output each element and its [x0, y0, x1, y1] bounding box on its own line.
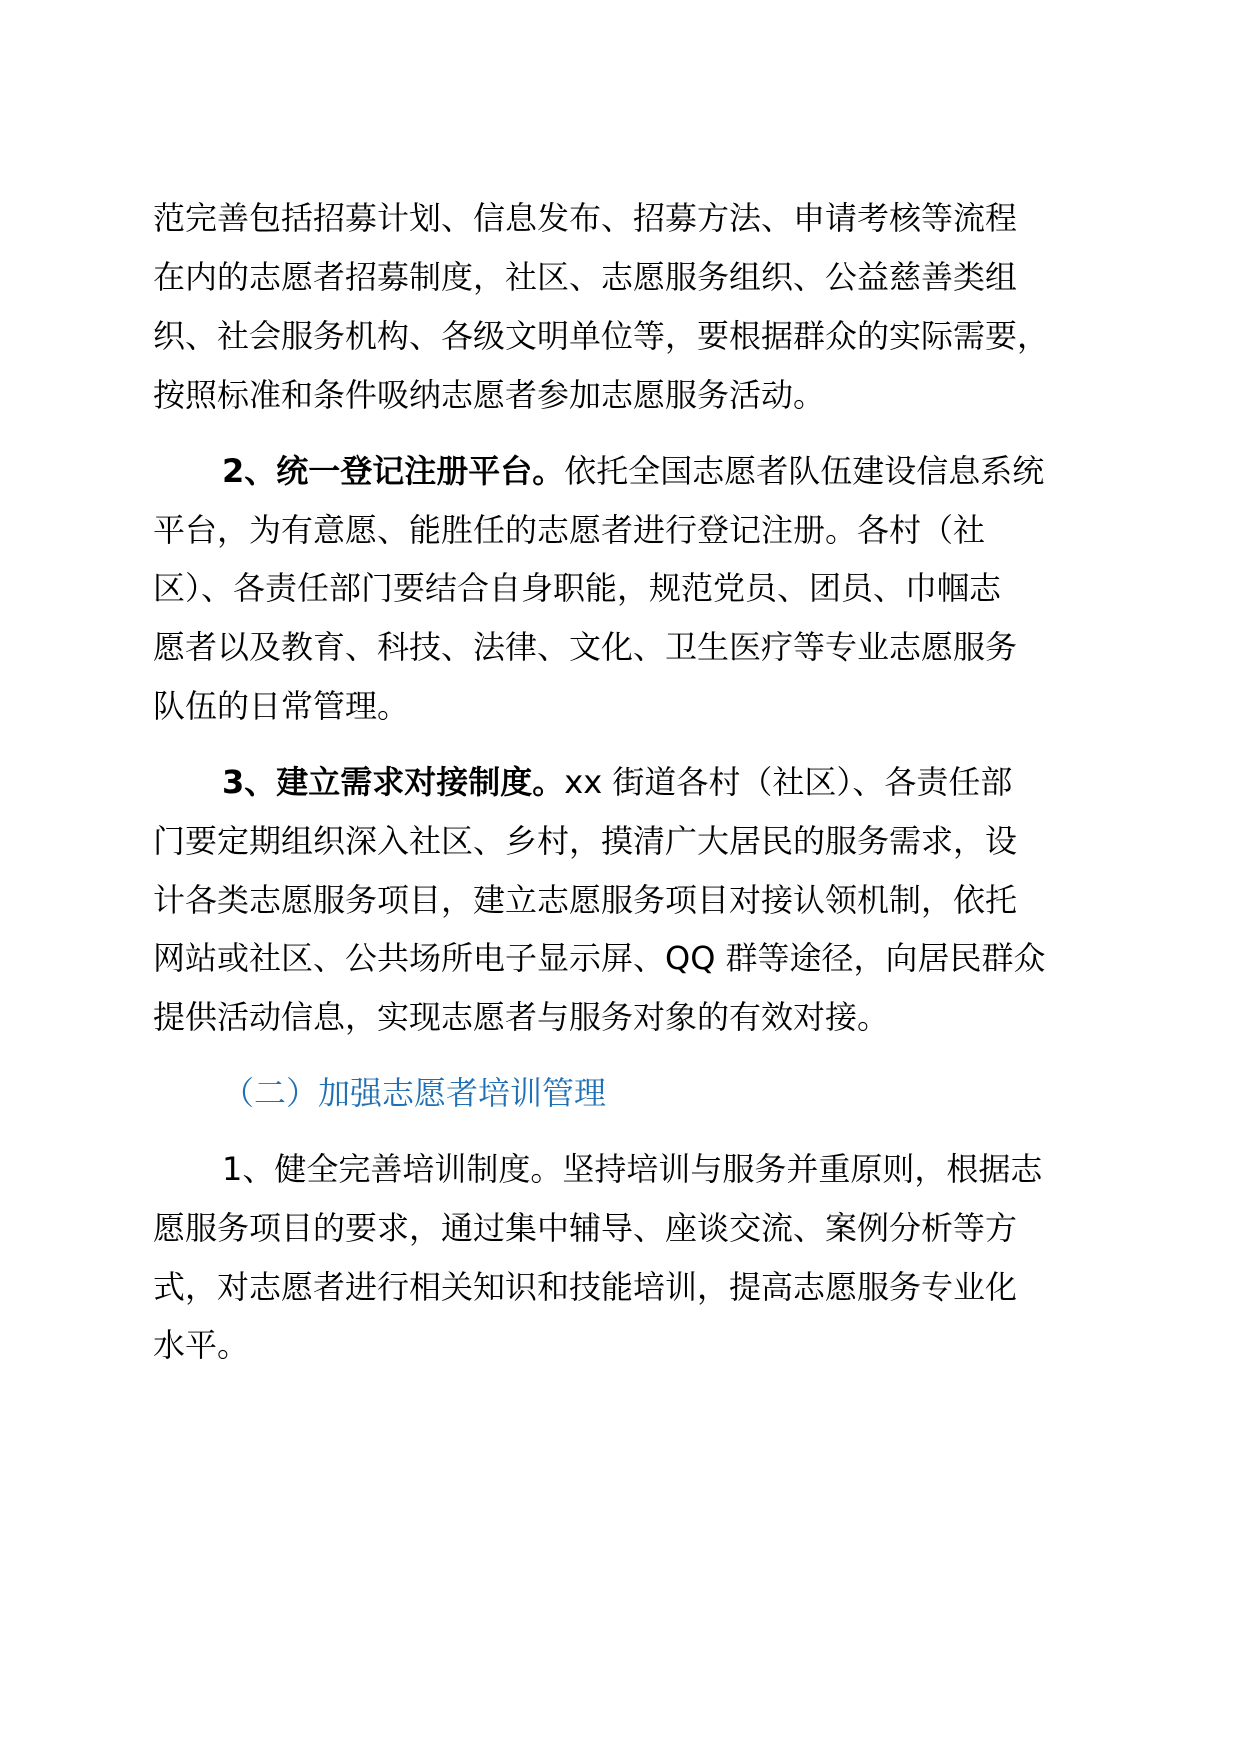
- item2-line-3: 区）、各责任部门要结合自身职能，规范党员、团员、巾帼志: [153, 569, 1002, 607]
- item3-line-5: 提供活动信息，实现志愿者与服务对象的有效对接。: [153, 998, 890, 1036]
- item3-title: 3、建立需求对接制度。: [222, 763, 565, 801]
- item3-line-4: 网站或社区、公共场所电子显示屏、QQ 群等途径，向居民群众: [153, 939, 1046, 977]
- intro-line-1: 范完善包括招募计划、信息发布、招募方法、申请考核等流程: [153, 199, 1018, 237]
- train1-line-2: 愿服务项目的要求，通过集中辅导、座谈交流、案例分析等方: [153, 1209, 1018, 1247]
- item3-line-3: 计各类志愿服务项目，建立志愿服务项目对接认领机制，依托: [153, 881, 1018, 919]
- item3-line-1: xx 街道各村（社区）、各责任部: [564, 763, 1013, 801]
- item2-line-2: 平台，为有意愿、能胜任的志愿者进行登记注册。各村（社: [153, 511, 986, 549]
- item2-line-1: 依托全国志愿者队伍建设信息系统: [564, 452, 1045, 490]
- item3-first-line: [222, 762, 1012, 802]
- item2-line-4: 愿者以及教育、科技、法律、文化、卫生医疗等专业志愿服务: [153, 628, 1018, 666]
- item3-line-2: 门要定期组织深入社区、乡村，摸清广大居民的服务需求，设: [153, 822, 1018, 860]
- train1-line-1: 1、健全完善培训制度。坚持培训与服务并重原则，根据志: [222, 1150, 1043, 1188]
- intro-line-3: 织、社会服务机构、各级文明单位等，要根据群众的实际需要，: [153, 317, 1050, 355]
- item2-title: 2、统一登记注册平台。: [222, 452, 565, 490]
- item2-line-5: 队伍的日常管理。: [153, 687, 410, 725]
- train1-line-3: 式，对志愿者进行相关知识和技能培训，提高志愿服务专业化: [153, 1268, 1018, 1306]
- intro-line-4: 按照标准和条件吸纳志愿者参加志愿服务活动。: [153, 376, 826, 414]
- intro-line-2: 在内的志愿者招募制度，社区、志愿服务组织、公益慈善类组: [153, 258, 1018, 296]
- item2-first-line: [222, 451, 1044, 491]
- train1-line-4: 水平。: [153, 1326, 250, 1364]
- section-heading: （二）加强志愿者培训管理: [222, 1074, 607, 1112]
